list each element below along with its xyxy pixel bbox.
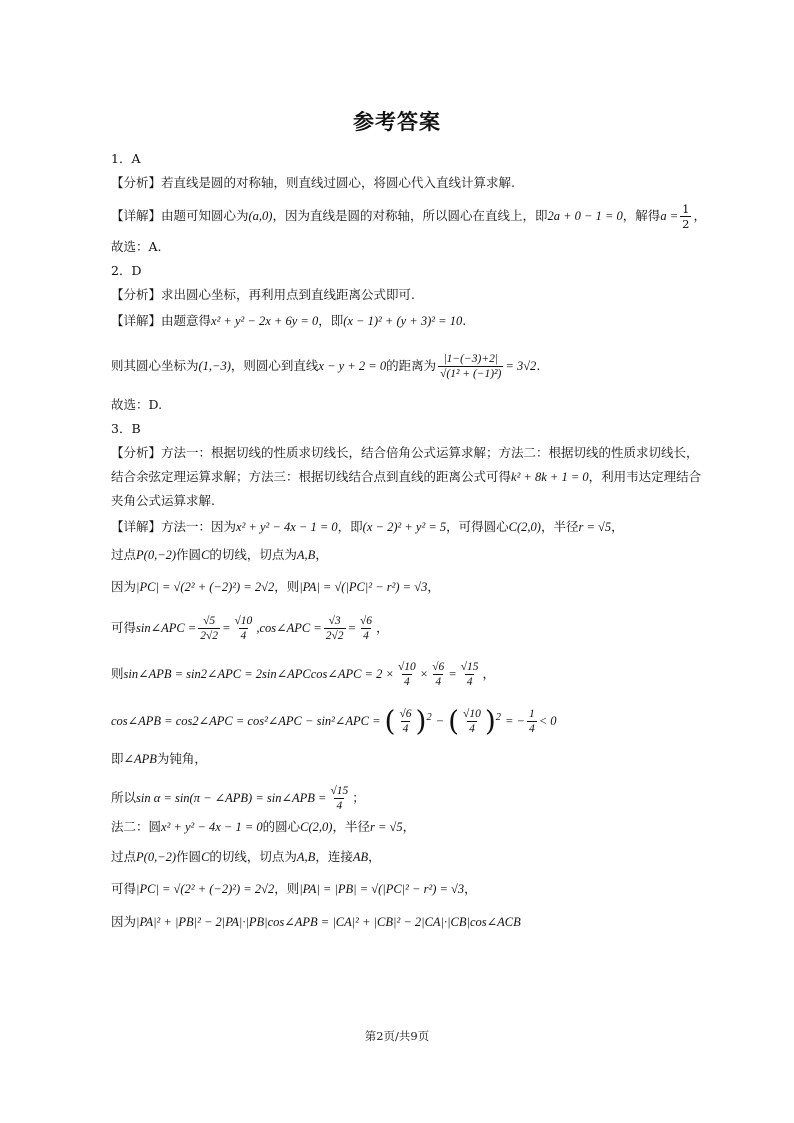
q3-number: 3．B [111, 421, 141, 436]
q1-number: 1．A [111, 151, 141, 166]
q3-method1-line4: 可得sin∠APC = $\frac{√5}{2√2}$ = $\frac{√10}{4}$ ,cos∠APC = $\frac{√3}{2√2}$ = $\frac{√6}{4}$ ， [111, 615, 389, 642]
q1-detail: 【详解】由题可知圆心为(a,0)，因为直线是圆的对称轴，所以圆心在直线上，即2a + 0 − 1 = 0，解得a = $\frac{1}{2}$ ， [111, 202, 706, 231]
q3-method2-line2: 过点P(0,−2)作圆C的切线，切点为A,B，连接AB， [111, 849, 381, 864]
q2-choice: 故选：D. [111, 397, 163, 412]
q3-method2-line4: 因为|PA|² + |PB|² − 2|PA|·|PB|cos∠APB = |CA|² + |CB|² − 2|CA|·|CB|cos∠ACB [111, 914, 521, 929]
q3-method1-line2: 过点P(0,−2)作圆C的切线，切点为A,B， [111, 547, 328, 562]
q2-number: 2．D [111, 263, 142, 278]
q3-method1-line3: 因为|PC| = √(2² + (−2)²) = 2√2，则|PA| = √(|PC|² − r²) = √3， [111, 579, 440, 594]
q1-choice: 故选：A. [111, 239, 162, 254]
page-footer: 第2页/共9页 [364, 1029, 430, 1043]
q3-analysis-2: 结合余弦定理运算求解；方法三：根据切线结合点到直线的距离公式可得k² + 8k + 1 = 0，利用韦达定理结合 [111, 469, 702, 484]
q3-method2-line3: 可得|PC| = √(2² + (−2)²) = 2√2，则|PA| = |PB| = √(|PC|² − r²) = √3， [111, 881, 477, 896]
q3-method1-line7: 即∠APB为钝角， [111, 751, 207, 766]
q3-analysis-3: 夹角公式运算求解. [111, 493, 215, 508]
q3-method1-line5: 则sin∠APB = sin2∠APC = 2sin∠APCcos∠APC = 2 × $\frac{√10}{4}$ × $\frac{√6}{4}$ = $\frac{√15}{4}$ ， [111, 661, 496, 688]
q3-method2-line1: 法二：圆x² + y² − 4x − 1 = 0的圆心C(2,0)，半径r = √5， [111, 819, 416, 834]
q2-distance-line: 则其圆心坐标为(1,−3)，则圆心到直线x − y + 2 = 0的距离为 $\frac{|1-(-3)+2|}{\text{√(1² + (−1)²)}}$ = 3√2. [111, 353, 541, 380]
q3-method1-line1: 【详解】方法一：因为x² + y² − 4x − 1 = 0，即(x − 2)² + y² = 5，可得圆心C(2,0)，半径r = √5， [111, 519, 624, 534]
page-title: 参考答案 [353, 110, 441, 134]
q3-method1-line6: cos∠APB = cos2∠APC = cos²∠APC − sin²∠APC = ( $\frac{√6}{4}$ )$^2$ − ( $\frac{√10}{4}$ )$^2$ = − $\frac{1}{4}$ < 0 [111, 704, 557, 738]
q3-method1-line8: 所以sin α = sin(π − ∠APB) = sin∠APB = $\frac{√15}{4}$ ； [111, 785, 365, 812]
q2-analysis: 【分析】求出圆心坐标，再利用点到直线距离公式即可. [111, 287, 415, 302]
q2-detail: 【详解】由题意得x² + y² − 2x + 6y = 0，即(x − 1)² + (y + 3)² = 10. [111, 313, 467, 328]
q3-analysis-1: 【分析】方法一：根据切线的性质求切线长，结合倍角公式运算求解；方法二：根据切线的性质求切线长， [111, 445, 699, 460]
q1-analysis: 【分析】若直线是圆的对称轴，则直线过圆心，将圆心代入直线计算求解. [111, 175, 515, 190]
